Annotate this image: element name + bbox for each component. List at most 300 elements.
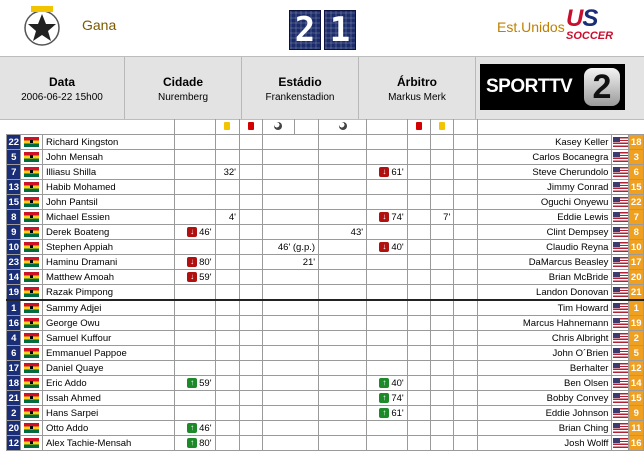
away-yellow-card-minute bbox=[430, 376, 454, 391]
home-substitution bbox=[174, 165, 215, 180]
away-substitution bbox=[367, 421, 408, 436]
city-label: Cidade bbox=[162, 75, 203, 89]
home-goal-minute bbox=[262, 421, 318, 436]
away-substitution bbox=[367, 316, 408, 331]
ghana-flag-icon bbox=[24, 257, 39, 267]
away-goal-minute bbox=[319, 436, 367, 451]
away-shirt-number: 20 bbox=[630, 271, 642, 283]
yellow-card-icon bbox=[439, 122, 445, 130]
home-yellow-card-minute bbox=[215, 225, 239, 240]
player-row bbox=[7, 436, 644, 451]
home-substitution bbox=[174, 150, 215, 165]
away-goal-minute: 43' bbox=[319, 225, 367, 240]
home-yellow-card-minute bbox=[215, 406, 239, 421]
home-substitution bbox=[174, 135, 215, 150]
home-red-card-minute bbox=[239, 406, 262, 421]
home-yellow-card-minute bbox=[215, 255, 239, 270]
ghana-crest-icon bbox=[22, 4, 62, 52]
away-red-card-minute bbox=[407, 391, 430, 406]
us-flag-icon bbox=[613, 318, 628, 328]
home-yellow-card-minute bbox=[215, 270, 239, 285]
home-player-name: Emmanuel Pappoe bbox=[42, 346, 174, 361]
away-yellow-card-minute bbox=[430, 150, 454, 165]
home-red-card-minute bbox=[239, 346, 262, 361]
away-red-card-minute bbox=[407, 150, 430, 165]
away-yellow-card-minute bbox=[430, 240, 454, 255]
us-flag-icon bbox=[613, 197, 628, 207]
info-date bbox=[0, 57, 125, 119]
goal-ball-icon bbox=[339, 122, 347, 130]
away-yellow-card-minute bbox=[430, 421, 454, 436]
away-goal-minute bbox=[319, 376, 367, 391]
home-shirt-number: 7 bbox=[7, 165, 21, 180]
ghana-flag-icon bbox=[24, 438, 39, 448]
away-red-card-minute bbox=[407, 255, 430, 270]
away-substitution bbox=[367, 255, 408, 270]
home-goal-minute bbox=[262, 285, 318, 301]
player-row bbox=[7, 255, 644, 270]
us-flag-icon bbox=[613, 348, 628, 358]
away-shirt-number: 19 bbox=[630, 317, 642, 329]
home-substitution bbox=[174, 300, 215, 316]
home-goal-minute bbox=[262, 331, 318, 346]
home-player-name: Richard Kingston bbox=[42, 135, 174, 150]
substitution-minute: 61' bbox=[391, 166, 404, 178]
home-red-card-minute bbox=[239, 421, 262, 436]
player-row bbox=[7, 225, 644, 240]
home-shirt-number: 18 bbox=[8, 377, 20, 389]
sub-on-icon: ↑ bbox=[187, 438, 197, 448]
match-header bbox=[0, 0, 644, 56]
away-goal-minute bbox=[319, 195, 367, 210]
home-red-card-minute bbox=[239, 361, 262, 376]
sub-off-icon: ↓ bbox=[379, 167, 389, 177]
us-flag-icon bbox=[613, 242, 628, 252]
away-goal-minute bbox=[319, 135, 367, 150]
away-goal-minute bbox=[319, 406, 367, 421]
away-substitution bbox=[367, 436, 408, 451]
us-flag-icon bbox=[613, 378, 628, 388]
away-substitution bbox=[367, 195, 408, 210]
us-flag-icon bbox=[613, 408, 628, 418]
home-red-card-minute bbox=[239, 240, 262, 255]
home-yellow-card-minute bbox=[215, 391, 239, 406]
away-score: 1 bbox=[324, 10, 356, 50]
away-shirt-number: 9 bbox=[629, 406, 644, 421]
away-player-name: John O´Brien bbox=[477, 346, 611, 361]
yellow-card-icon bbox=[224, 122, 230, 130]
sub-on-icon: ↑ bbox=[187, 378, 197, 388]
home-goal-minute bbox=[262, 195, 318, 210]
home-goal-minute bbox=[262, 376, 318, 391]
away-goal-minute bbox=[319, 391, 367, 406]
away-shirt-number: 12 bbox=[630, 362, 642, 374]
home-player-name: Michael Essien bbox=[42, 210, 174, 225]
ghana-flag-icon bbox=[24, 333, 39, 343]
home-yellow-card-minute bbox=[215, 135, 239, 150]
home-red-card-minute bbox=[239, 270, 262, 285]
away-yellow-card-minute bbox=[430, 406, 454, 421]
away-substitution bbox=[367, 210, 408, 225]
away-goal-minute bbox=[319, 361, 367, 376]
player-row bbox=[7, 300, 644, 316]
home-shirt-number: 20 bbox=[8, 422, 20, 434]
player-row bbox=[7, 210, 644, 225]
home-yellow-card-minute bbox=[215, 150, 239, 165]
ghana-flag-icon bbox=[24, 303, 39, 313]
home-substitution bbox=[174, 406, 215, 421]
away-player-name: Berhalter bbox=[477, 361, 611, 376]
away-substitution bbox=[367, 406, 408, 421]
home-red-card-minute bbox=[239, 165, 262, 180]
home-shirt-number: 8 bbox=[7, 210, 21, 225]
away-shirt-number: 21 bbox=[629, 285, 644, 301]
home-red-card-minute bbox=[239, 316, 262, 331]
away-substitution bbox=[367, 135, 408, 150]
away-yellow-card-minute bbox=[430, 300, 454, 316]
substitution-minute: 59' bbox=[199, 377, 212, 389]
away-player-name: Ben Olsen bbox=[477, 376, 611, 391]
away-yellow-card-minute bbox=[430, 225, 454, 240]
away-shirt-number: 10 bbox=[630, 241, 642, 253]
home-goal-minute bbox=[262, 225, 318, 240]
player-row bbox=[7, 240, 644, 255]
home-yellow-card-minute bbox=[215, 300, 239, 316]
home-red-card-minute bbox=[239, 195, 262, 210]
home-goal-minute bbox=[262, 436, 318, 451]
ghana-flag-icon bbox=[24, 167, 39, 177]
ghana-flag-icon bbox=[24, 212, 39, 222]
referee-value: Markus Merk bbox=[388, 92, 446, 103]
away-yellow-card-minute bbox=[430, 195, 454, 210]
away-player-name: DaMarcus Beasley bbox=[477, 255, 611, 270]
us-soccer-logo-icon: US SOCCER bbox=[566, 6, 628, 50]
home-red-card-minute bbox=[239, 150, 262, 165]
ghana-flag-icon bbox=[24, 378, 39, 388]
home-red-card-minute bbox=[239, 300, 262, 316]
home-player-name: Derek Boateng bbox=[42, 225, 174, 240]
home-player-name: Otto Addo bbox=[42, 421, 174, 436]
ghana-flag-icon bbox=[24, 152, 39, 162]
away-goal-minute bbox=[319, 270, 367, 285]
home-player-name: Illiasu Shilla bbox=[42, 165, 174, 180]
home-red-card-minute bbox=[239, 436, 262, 451]
home-red-card-minute bbox=[239, 331, 262, 346]
lineup-table bbox=[6, 119, 644, 451]
home-yellow-card-minute bbox=[215, 331, 239, 346]
home-goal-minute bbox=[262, 316, 318, 331]
away-player-name: Oguchi Onyewu bbox=[477, 195, 611, 210]
away-player-name: Tim Howard bbox=[477, 300, 611, 316]
sub-off-icon: ↓ bbox=[187, 227, 197, 237]
away-red-card-minute bbox=[407, 135, 430, 150]
player-row bbox=[7, 150, 644, 165]
home-goal-minute bbox=[262, 346, 318, 361]
away-substitution bbox=[367, 240, 408, 255]
home-substitution bbox=[174, 361, 215, 376]
home-shirt-number: 17 bbox=[8, 362, 20, 374]
home-shirt-number: 16 bbox=[8, 317, 20, 329]
info-stadium bbox=[242, 57, 359, 119]
home-red-card-minute bbox=[239, 225, 262, 240]
ghana-flag-icon bbox=[24, 287, 39, 297]
away-red-card-minute bbox=[407, 225, 430, 240]
ghana-flag-icon bbox=[24, 272, 39, 282]
date-value: 2006-06-22 15h00 bbox=[21, 92, 103, 103]
away-team-name: Est.Unidos bbox=[497, 19, 565, 35]
home-shirt-number: 5 bbox=[7, 150, 21, 165]
home-red-card-minute bbox=[239, 210, 262, 225]
away-goal-minute bbox=[319, 150, 367, 165]
home-goal-minute: 46' (g.p.) bbox=[262, 240, 318, 255]
home-player-name: Sammy Adjei bbox=[42, 300, 174, 316]
us-flag-icon bbox=[613, 287, 628, 297]
substitution-minute: 40' bbox=[391, 241, 404, 253]
date-label: Data bbox=[48, 75, 75, 89]
home-yellow-card-minute bbox=[215, 436, 239, 451]
home-red-card-minute bbox=[239, 285, 262, 301]
home-substitution bbox=[174, 240, 215, 255]
home-goal-minute bbox=[262, 406, 318, 421]
home-player-name: John Mensah bbox=[42, 150, 174, 165]
away-yellow-card-minute bbox=[430, 346, 454, 361]
away-goal-minute bbox=[319, 165, 367, 180]
us-flag-icon bbox=[613, 257, 628, 267]
home-shirt-number: 15 bbox=[8, 196, 20, 208]
home-goal-minute bbox=[262, 270, 318, 285]
referee-label: Árbitro bbox=[397, 75, 437, 89]
substitution-minute: 46' bbox=[199, 422, 212, 434]
away-player-name: Jimmy Conrad bbox=[477, 180, 611, 195]
away-shirt-number: 15 bbox=[630, 181, 642, 193]
player-row bbox=[7, 391, 644, 406]
home-shirt-number: 6 bbox=[7, 346, 21, 361]
home-substitution bbox=[174, 316, 215, 331]
us-flag-icon bbox=[613, 438, 628, 448]
ghana-flag-icon bbox=[24, 242, 39, 252]
home-goal-minute bbox=[262, 150, 318, 165]
substitution-minute: 46' bbox=[199, 226, 212, 238]
player-row bbox=[7, 195, 644, 210]
us-flag-icon bbox=[613, 303, 628, 313]
away-goal-minute bbox=[319, 421, 367, 436]
away-player-name: Landon Donovan bbox=[477, 285, 611, 301]
away-goal-minute bbox=[319, 255, 367, 270]
away-goal-minute bbox=[319, 346, 367, 361]
player-row bbox=[7, 316, 644, 331]
home-shirt-number: 22 bbox=[8, 136, 20, 148]
home-player-name: Stephen Appiah bbox=[42, 240, 174, 255]
home-yellow-card-minute bbox=[215, 180, 239, 195]
player-row bbox=[7, 346, 644, 361]
home-shirt-number: 4 bbox=[7, 331, 21, 346]
home-yellow-card-minute bbox=[215, 240, 239, 255]
away-substitution bbox=[367, 391, 408, 406]
away-red-card-minute bbox=[407, 421, 430, 436]
player-row bbox=[7, 285, 644, 301]
away-shirt-number: 8 bbox=[629, 225, 644, 240]
home-substitution bbox=[174, 270, 215, 285]
sub-on-icon: ↑ bbox=[379, 393, 389, 403]
home-yellow-card-minute bbox=[215, 376, 239, 391]
home-player-name: Razak Pimpong bbox=[42, 285, 174, 301]
us-flag-icon bbox=[613, 333, 628, 343]
away-goal-minute bbox=[319, 210, 367, 225]
away-red-card-minute bbox=[407, 316, 430, 331]
sub-on-icon: ↑ bbox=[187, 423, 197, 433]
away-red-card-minute bbox=[407, 436, 430, 451]
away-player-name: Eddie Lewis bbox=[477, 210, 611, 225]
player-row bbox=[7, 180, 644, 195]
player-row bbox=[7, 270, 644, 285]
away-player-name: Claudio Reyna bbox=[477, 240, 611, 255]
home-red-card-minute bbox=[239, 135, 262, 150]
home-red-card-minute bbox=[239, 391, 262, 406]
sporttv-logo-number: 2 bbox=[584, 68, 620, 106]
sporttv-logo bbox=[480, 64, 625, 110]
substitution-minute: 59' bbox=[199, 271, 212, 283]
away-shirt-number: 3 bbox=[629, 150, 644, 165]
away-yellow-card-minute bbox=[430, 361, 454, 376]
away-player-name: Marcus Hahnemann bbox=[477, 316, 611, 331]
home-yellow-card-minute bbox=[215, 346, 239, 361]
us-flag-icon bbox=[613, 393, 628, 403]
home-substitution bbox=[174, 376, 215, 391]
ghana-flag-icon bbox=[24, 182, 39, 192]
away-shirt-number: 17 bbox=[630, 256, 642, 268]
home-yellow-card-minute bbox=[215, 361, 239, 376]
home-shirt-number: 1 bbox=[7, 300, 21, 316]
substitution-minute: 80' bbox=[199, 256, 212, 268]
home-player-name: Hans Sarpei bbox=[42, 406, 174, 421]
home-yellow-card-minute bbox=[215, 195, 239, 210]
home-goal-minute bbox=[262, 180, 318, 195]
player-row bbox=[7, 421, 644, 436]
us-flag-icon bbox=[613, 423, 628, 433]
sub-off-icon: ↓ bbox=[379, 242, 389, 252]
substitution-minute: 74' bbox=[391, 211, 404, 223]
away-substitution bbox=[367, 361, 408, 376]
away-red-card-minute bbox=[407, 406, 430, 421]
home-yellow-card-minute bbox=[215, 316, 239, 331]
away-shirt-number: 11 bbox=[629, 421, 644, 436]
away-goal-minute bbox=[319, 331, 367, 346]
home-substitution bbox=[174, 421, 215, 436]
away-substitution bbox=[367, 376, 408, 391]
home-goal-minute: 21' bbox=[262, 255, 318, 270]
away-red-card-minute bbox=[407, 376, 430, 391]
us-flag-icon bbox=[613, 182, 628, 192]
home-yellow-card-minute: 4' bbox=[215, 210, 239, 225]
away-player-name: Clint Dempsey bbox=[477, 225, 611, 240]
substitution-minute: 80' bbox=[199, 437, 212, 449]
stadium-value: Frankenstadion bbox=[265, 92, 335, 103]
home-shirt-number: 12 bbox=[8, 437, 20, 449]
away-substitution bbox=[367, 180, 408, 195]
away-goal-minute bbox=[319, 300, 367, 316]
away-substitution bbox=[367, 150, 408, 165]
stadium-label: Estádio bbox=[278, 75, 322, 89]
away-player-name: Bobby Convey bbox=[477, 391, 611, 406]
home-red-card-minute bbox=[239, 255, 262, 270]
away-shirt-number: 7 bbox=[629, 210, 644, 225]
substitution-minute: 40' bbox=[391, 377, 404, 389]
away-yellow-card-minute bbox=[430, 255, 454, 270]
away-red-card-minute bbox=[407, 331, 430, 346]
us-flag-icon bbox=[613, 137, 628, 147]
sub-off-icon: ↓ bbox=[187, 272, 197, 282]
home-substitution bbox=[174, 331, 215, 346]
home-shirt-number: 9 bbox=[7, 225, 21, 240]
substitution-minute: 74' bbox=[391, 392, 404, 404]
away-substitution bbox=[367, 346, 408, 361]
home-substitution bbox=[174, 436, 215, 451]
substitution-minute: 61' bbox=[391, 407, 404, 419]
home-team-name: Gana bbox=[82, 17, 117, 33]
away-red-card-minute bbox=[407, 270, 430, 285]
home-substitution bbox=[174, 195, 215, 210]
away-shirt-number: 18 bbox=[630, 136, 642, 148]
us-flag-icon bbox=[613, 212, 628, 222]
away-player-name: Steve Cherundolo bbox=[477, 165, 611, 180]
red-card-icon bbox=[248, 122, 254, 130]
home-player-name: Issah Ahmed bbox=[42, 391, 174, 406]
home-yellow-card-minute: 32' bbox=[215, 165, 239, 180]
ghana-flag-icon bbox=[24, 408, 39, 418]
home-yellow-card-minute bbox=[215, 285, 239, 301]
away-yellow-card-minute bbox=[430, 180, 454, 195]
away-yellow-card-minute bbox=[430, 436, 454, 451]
home-shirt-number: 2 bbox=[7, 406, 21, 421]
away-shirt-number: 5 bbox=[629, 346, 644, 361]
away-goal-minute bbox=[319, 240, 367, 255]
away-red-card-minute bbox=[407, 300, 430, 316]
away-shirt-number: 15 bbox=[630, 392, 642, 404]
sporttv-logo-text: SPORTTV bbox=[486, 76, 573, 97]
sub-on-icon: ↑ bbox=[379, 408, 389, 418]
away-substitution bbox=[367, 270, 408, 285]
away-player-name: Kasey Keller bbox=[477, 135, 611, 150]
city-value: Nuremberg bbox=[157, 92, 209, 103]
home-substitution bbox=[174, 346, 215, 361]
home-substitution bbox=[174, 255, 215, 270]
away-red-card-minute bbox=[407, 210, 430, 225]
home-shirt-number: 19 bbox=[7, 285, 21, 301]
us-flag-icon bbox=[613, 152, 628, 162]
away-substitution bbox=[367, 285, 408, 301]
goal-ball-icon bbox=[274, 122, 282, 130]
home-shirt-number: 21 bbox=[8, 392, 20, 404]
player-row bbox=[7, 406, 644, 421]
home-player-name: George Owu bbox=[42, 316, 174, 331]
away-goal-minute bbox=[319, 285, 367, 301]
info-city bbox=[125, 57, 242, 119]
home-substitution bbox=[174, 285, 215, 301]
sub-off-icon: ↓ bbox=[379, 212, 389, 222]
home-shirt-number: 14 bbox=[8, 271, 20, 283]
away-shirt-number: 22 bbox=[630, 196, 642, 208]
info-referee bbox=[359, 57, 476, 119]
away-red-card-minute bbox=[407, 361, 430, 376]
ghana-flag-icon bbox=[24, 393, 39, 403]
away-substitution bbox=[367, 331, 408, 346]
away-player-name: Eddie Johnson bbox=[477, 406, 611, 421]
away-shirt-number: 2 bbox=[629, 331, 644, 346]
away-substitution bbox=[367, 165, 408, 180]
home-goal-minute bbox=[262, 361, 318, 376]
ghana-flag-icon bbox=[24, 423, 39, 433]
away-yellow-card-minute bbox=[430, 391, 454, 406]
